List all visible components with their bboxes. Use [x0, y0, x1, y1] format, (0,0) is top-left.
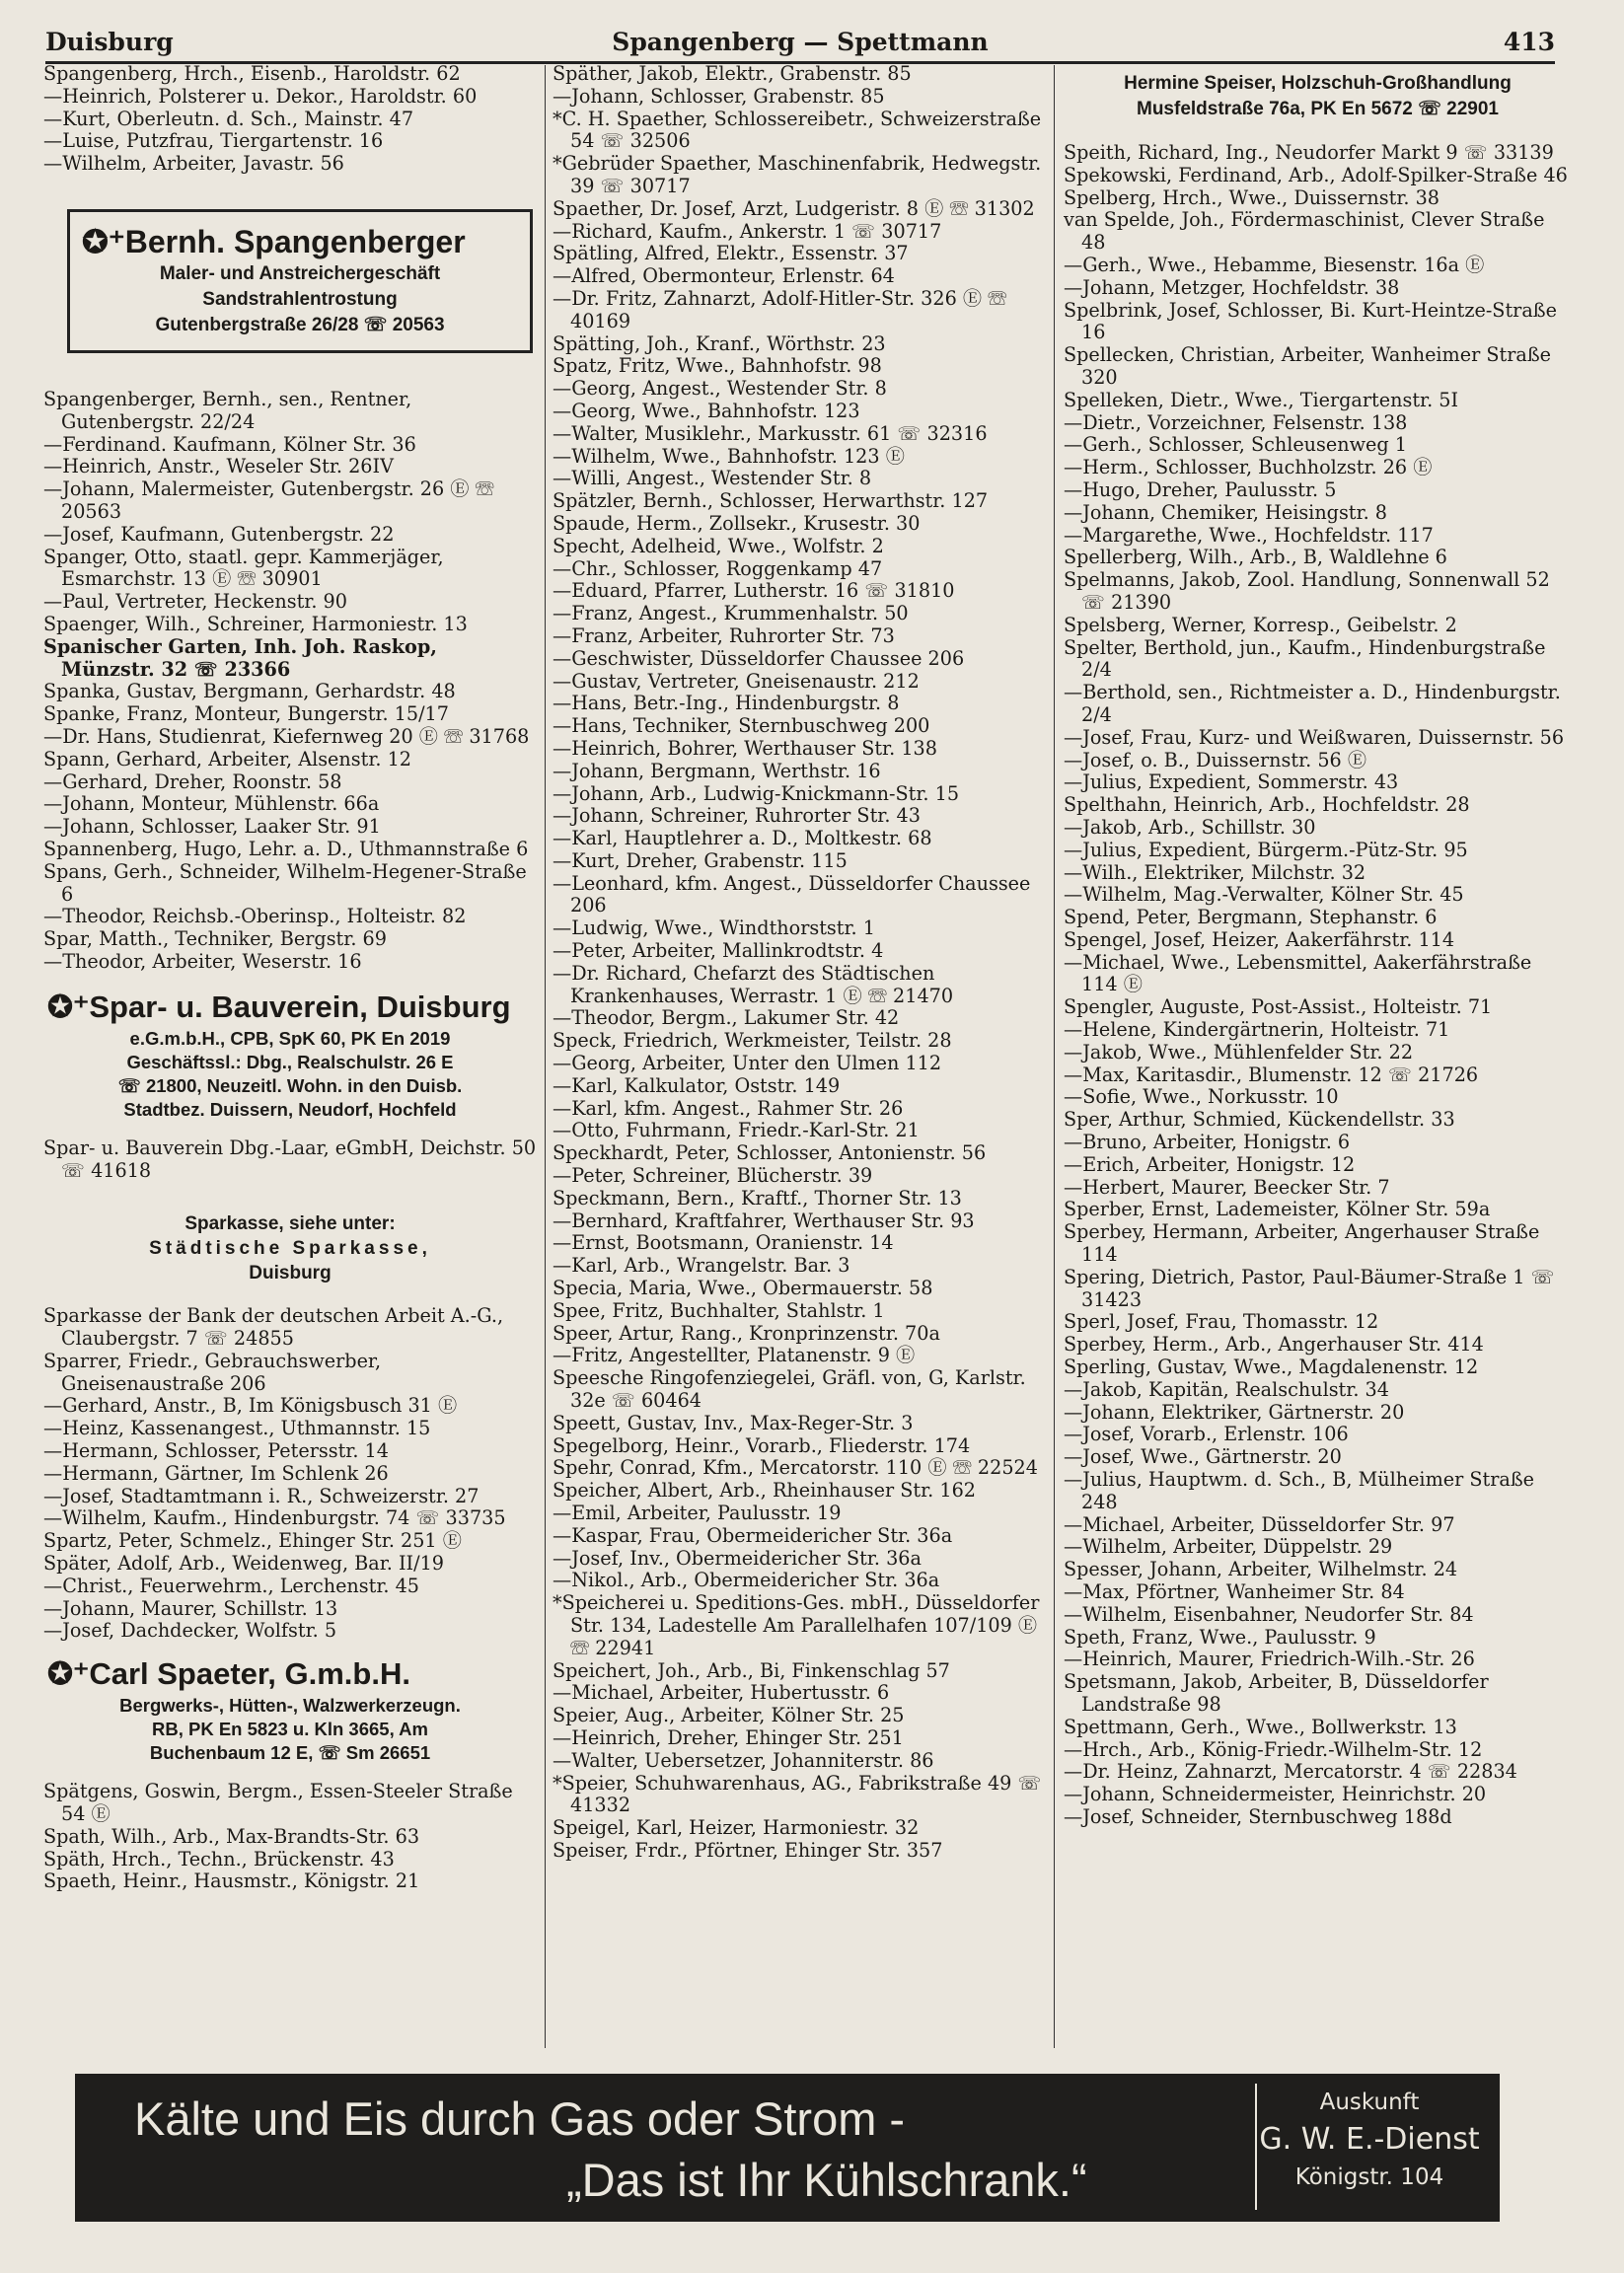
- directory-entry: —Hermann, Gärtner, Im Schlenk 26: [43, 1461, 389, 1485]
- directory-entry: Spesser, Johann, Arbeiter, Wilhelmstr. 24: [1064, 1558, 1458, 1581]
- header-city: Duisburg: [45, 28, 174, 56]
- directory-entry: —Jakob, Arb., Schillstr. 30: [1064, 815, 1316, 839]
- directory-entry: —Willi, Angest., Westender Str. 8: [553, 467, 872, 490]
- directory-entry: Speck, Friedrich, Werkmeister, Teilstr. 28: [553, 1029, 952, 1053]
- directory-entry: —Bruno, Arbeiter, Honigstr. 6: [1064, 1131, 1351, 1154]
- directory-entry: —Herm., Schlosser, Buchholzstr. 26 Ⓔ: [1064, 456, 1433, 479]
- directory-entry: *C. H. Spaether, Schlossereibetr., Schweizerstraße 54 ☏ 32506: [553, 107, 1042, 153]
- directory-entry: Sparkasse der Bank der deutschen Arbeit A.-G., Claubergstr. 7 ☏ 24855: [43, 1304, 504, 1351]
- directory-entry: Spartz, Peter, Schmelz., Ehinger Str. 251 Ⓔ: [43, 1529, 462, 1553]
- directory-entry: Spengler, Auguste, Post-Assist., Holteistr. 71: [1064, 995, 1493, 1019]
- directory-entry: Spanke, Franz, Monteur, Bungerstr. 15/17: [43, 702, 449, 726]
- directory-entry: Spangenberger, Bernh., sen., Rentner, Gutenbergstr. 22/24: [43, 387, 412, 433]
- directory-entry: —Karl, kfm. Angest., Rahmer Str. 26: [553, 1096, 904, 1120]
- ad-line: ☏ 21800, Neuzeitl. Wohn. in den Duisb.: [117, 1074, 463, 1096]
- advertisement-banner: [75, 2074, 1500, 2222]
- directory-entry: Sperl, Josef, Frau, Thomasstr. 12: [1064, 1310, 1379, 1334]
- directory-entry: Spend, Peter, Bergmann, Stephanstr. 6: [1064, 906, 1438, 929]
- directory-entry: Spangenberg, Hrch., Eisenb., Haroldstr. 62: [43, 63, 461, 85]
- directory-entry: —Josef, Dachdecker, Wolfstr. 5: [43, 1619, 337, 1643]
- directory-entry: —Franz, Angest., Krummenhalstr. 50: [553, 602, 909, 625]
- directory-entry: Sperber, Ernst, Lademeister, Kölner Str. 59a: [1064, 1198, 1491, 1221]
- directory-entry: Sperbey, Hermann, Arbeiter, Angerhauser Straße 114: [1064, 1220, 1540, 1267]
- directory-entry: Specht, Adelheid, Wwe., Wolfstr. 2: [553, 534, 884, 557]
- directory-entry: —Karl, Kalkulator, Oststr. 149: [553, 1073, 841, 1097]
- directory-entry: Speier, Aug., Arbeiter, Kölner Str. 25: [553, 1704, 905, 1727]
- ad-line: Musfeldstraße 76a, PK En 5672 ☏ 22901: [1137, 99, 1499, 119]
- directory-entry: —Johann, Arb., Ludwig-Knickmann-Str. 15: [553, 781, 960, 805]
- directory-entry: Spelleken, Dietr., Wwe., Tiergartenstr. 5I: [1064, 388, 1459, 411]
- directory-entry: Spehr, Conrad, Kfm., Mercatorstr. 110 Ⓔ ☏ 22524: [553, 1456, 1038, 1480]
- page-number: 413: [1503, 28, 1555, 56]
- directory-entry: —Heinrich, Polsterer u. Dekor., Haroldstr. 60: [43, 84, 478, 108]
- directory-entry: Spetsmann, Jakob, Arbeiter, B, Düsseldorfer Landstraße 98: [1064, 1670, 1489, 1716]
- directory-entry: —Josef, o. B., Duissernstr. 56 Ⓔ: [1064, 748, 1367, 771]
- directory-entry: —Johann, Monteur, Mühlenstr. 66a: [43, 792, 380, 816]
- directory-entry: —Theodor, Arbeiter, Weserstr. 16: [43, 949, 362, 973]
- directory-entry: Sperbey, Herm., Arb., Angerhauser Str. 414: [1064, 1333, 1484, 1356]
- directory-entry: —Dr. Hans, Studienrat, Kiefernweg 20 Ⓔ ☏ 31768: [43, 724, 530, 748]
- directory-entry: Sperling, Gustav, Wwe., Magdalenenstr. 12: [1064, 1356, 1479, 1379]
- directory-entry: Spar- u. Bauverein Dbg.-Laar, eGmbH, Deichstr. 50 ☏ 41618: [43, 1136, 537, 1182]
- directory-entry: —Georg, Angest., Westender Str. 8: [553, 377, 887, 401]
- directory-entry: —Bernhard, Kraftfahrer, Werthauser Str. 93: [553, 1209, 975, 1232]
- ad-line: Gutenbergstraße 26/28 ☏ 20563: [155, 314, 445, 335]
- directory-entry: Späther, Jakob, Elektr., Grabenstr. 85: [553, 63, 912, 85]
- directory-entry: Spätzler, Bernh., Schlosser, Herwarthstr. 127: [553, 489, 989, 513]
- directory-entry: —Josef, Schneider, Sternbuschweg 188d: [1064, 1804, 1452, 1828]
- directory-entry: —Fritz, Angestellter, Platanenstr. 9 Ⓔ: [553, 1344, 916, 1367]
- directory-entry: Spaeth, Heinr., Hausmstr., Königstr. 21: [43, 1870, 420, 1893]
- directory-entry: Spaenger, Wilh., Schreiner, Harmoniestr. 13: [43, 612, 468, 635]
- directory-entry: —Geschwister, Düsseldorfer Chaussee 206: [553, 646, 965, 670]
- directory-entry: —Heinrich, Maurer, Friedrich-Wilh.-Str. 26: [1064, 1648, 1475, 1671]
- directory-entry: —Christ., Feuerwehrm., Lerchenstr. 45: [43, 1574, 420, 1597]
- directory-entry: Spelmanns, Jakob, Zool. Handlung, Sonnenwall 52 ☏ 21390: [1064, 568, 1550, 614]
- directory-entry: Speiser, Frdr., Pförtner, Ehinger Str. 357: [553, 1838, 943, 1862]
- directory-entry: —Heinz, Kassenangest., Uthmannstr. 15: [43, 1417, 431, 1440]
- directory-entry: —Wilh., Elektriker, Milchstr. 32: [1064, 860, 1366, 884]
- directory-entry: —Johann, Schlosser, Grabenstr. 85: [553, 84, 885, 108]
- ad-line: Hermine Speiser, Holzschuh-Großhandlung: [1124, 73, 1512, 94]
- directory-entry: —Gerhard, Dreher, Roonstr. 58: [43, 770, 342, 793]
- directory-entry: —Ferdinand. Kaufmann, Kölner Str. 36: [43, 432, 416, 456]
- directory-entry: —Theodor, Bergm., Lakumer Str. 42: [553, 1006, 900, 1030]
- directory-entry: —Theodor, Reichsb.-Oberinsp., Holteistr. 82: [43, 905, 467, 928]
- directory-entry: Spann, Gerhard, Arbeiter, Alsenstr. 12: [43, 747, 412, 770]
- ad-line: ✪⁺Bernh. Spangenberger: [82, 223, 466, 259]
- cross-reference-notice: [43, 1211, 537, 1285]
- directory-entry: —Hans, Betr.-Ing., Hindenburgstr. 8: [553, 692, 900, 715]
- directory-entry: —Kurt, Oberleutn. d. Sch., Mainstr. 47: [43, 107, 414, 130]
- banner-info-address: Königstr. 104: [1294, 2164, 1444, 2190]
- banner-slogan-line2: „Das ist Ihr Kühlschrank.“: [566, 2154, 1087, 2206]
- ad-line: Sparkasse, siehe unter:: [185, 1213, 396, 1235]
- directory-entry: —Eduard, Pfarrer, Lutherstr. 16 ☏ 31810: [553, 579, 955, 603]
- ad-line: ✪⁺Spar- u. Bauverein, Duisburg: [47, 989, 511, 1024]
- directory-entry: —Julius, Expedient, Bürgerm.-Pütz-Str. 95: [1064, 838, 1468, 861]
- ad-line: Sandstrahlentrostung: [202, 288, 398, 310]
- directory-entry: —Johann, Maurer, Schillstr. 13: [43, 1596, 338, 1620]
- directory-entry: Speicher, Albert, Arb., Rheinhauser Str. 162: [553, 1479, 976, 1503]
- directory-entry: —Kurt, Dreher, Grabenstr. 115: [553, 848, 848, 872]
- ad-line: Bergwerks-, Hütten-, Walzwerkerzeugn.: [119, 1695, 461, 1717]
- directory-entry: Speth, Franz, Wwe., Paulusstr. 9: [1064, 1625, 1376, 1649]
- directory-entry: Speer, Artur, Rang., Kronprinzenstr. 70a: [553, 1321, 940, 1345]
- directory-entry: —Hugo, Dreher, Paulusstr. 5: [1064, 477, 1337, 501]
- directory-entry: —Georg, Arbeiter, Unter den Ulmen 112: [553, 1052, 942, 1075]
- directory-entry: —Kaspar, Frau, Obermeidericher Str. 36a: [553, 1523, 953, 1547]
- directory-entry: Spanger, Otto, staatl. gepr. Kammerjäger, Esmarchstr. 13 Ⓔ ☏ 30901: [43, 545, 444, 591]
- directory-entry: —Wilhelm, Arbeiter, Düppelstr. 29: [1064, 1535, 1393, 1559]
- boxed-advertisement: [67, 209, 533, 353]
- directory-entry: Speckmann, Bern., Kraftf., Thorner Str. 13: [553, 1186, 962, 1210]
- directory-entry: Spaude, Herm., Zollsekr., Krusestr. 30: [553, 511, 921, 535]
- directory-entry: —Dr. Fritz, Zahnarzt, Adolf-Hitler-Str. 326 Ⓔ ☏ 40169: [553, 286, 1007, 332]
- directory-entry: —Max, Pförtner, Wanheimer Str. 84: [1064, 1580, 1405, 1603]
- directory-entry: Speesche Ringofenziegelei, Gräfl. von, G, Karlstr. 32e ☏ 60464: [553, 1366, 1026, 1413]
- directory-entry: —Johann, Chemiker, Heisingstr. 8: [1064, 500, 1387, 524]
- directory-entry: —Herbert, Maurer, Beecker Str. 7: [1064, 1175, 1390, 1199]
- directory-entry: —Peter, Schreiner, Blücherstr. 39: [553, 1164, 873, 1188]
- advertisement: [1064, 71, 1572, 122]
- directory-entry: —Josef, Kaufmann, Gutenbergstr. 22: [43, 522, 395, 546]
- directory-entry: —Johann, Schlosser, Laaker Str. 91: [43, 815, 381, 839]
- directory-entry: —Karl, Hauptlehrer a. D., Moltkestr. 68: [553, 827, 932, 850]
- directory-entry: —Wilhelm, Mag.-Verwalter, Kölner Str. 45: [1064, 883, 1464, 907]
- directory-entry: Spee, Fritz, Buchhalter, Stahlstr. 1: [553, 1298, 885, 1322]
- directory-entry: —Johann, Elektriker, Gärtnerstr. 20: [1064, 1400, 1405, 1424]
- directory-entry: —Chr., Schlosser, Roggenkamp 47: [553, 556, 883, 580]
- directory-entry: —Franz, Arbeiter, Ruhrorter Str. 73: [553, 623, 895, 647]
- directory-entry: —Josef, Vorarb., Erlenstr. 106: [1064, 1423, 1349, 1446]
- banner-slogan-line1: Kälte und Eis durch Gas oder Strom -: [134, 2092, 906, 2145]
- banner-info-name: G. W. E.-Dienst: [1259, 2122, 1480, 2157]
- directory-entry: Später, Adolf, Arb., Weidenweg, Bar. II/19: [43, 1552, 444, 1576]
- directory-entry: Spätting, Joh., Kranf., Wörthstr. 23: [553, 331, 886, 355]
- directory-entry: —Erich, Arbeiter, Honigstr. 12: [1064, 1152, 1356, 1176]
- directory-entry: Spath, Wilh., Arb., Max-Brandts-Str. 63: [43, 1824, 420, 1848]
- directory-entry: —Josef, Inv., Obermeidericher Str. 36a: [553, 1546, 922, 1570]
- directory-entry: Spettmann, Gerh., Wwe., Bollwerkstr. 13: [1064, 1715, 1457, 1738]
- directory-entry: —Walter, Uebersetzer, Johanniterstr. 86: [553, 1748, 934, 1772]
- directory-entry: Spatz, Fritz, Wwe., Bahnhofstr. 98: [553, 354, 882, 378]
- directory-entry: Speckhardt, Peter, Schlosser, Antonienstr. 56: [553, 1141, 987, 1165]
- directory-entry: —Wilhelm, Eisenbahner, Neudorfer Str. 84: [1064, 1602, 1474, 1626]
- directory-entry: Speigel, Karl, Heizer, Harmoniestr. 32: [553, 1816, 920, 1840]
- directory-entry: —Jakob, Wwe., Mühlenfelder Str. 22: [1064, 1040, 1414, 1063]
- directory-entry: —Otto, Fuhrmann, Friedr.-Karl-Str. 21: [553, 1119, 920, 1142]
- directory-entry: Spekowski, Ferdinand, Arb., Adolf-Spilker-Straße 46: [1064, 163, 1568, 186]
- directory-entry: Spans, Gerh., Schneider, Wilhelm-Hegener-Straße 6: [43, 859, 527, 906]
- directory-entry: —Gerh., Schlosser, Schleusenweg 1: [1064, 433, 1407, 457]
- directory-entry: —Alfred, Obermonteur, Erlenstr. 64: [553, 264, 895, 288]
- page-header: [45, 24, 1555, 64]
- directory-entry: —Josef, Frau, Kurz- und Weißwaren, Duissernstr. 56: [1064, 725, 1565, 749]
- directory-entry: —Johann, Bergmann, Werthstr. 16: [553, 759, 881, 782]
- directory-entry: Spering, Dietrich, Pastor, Paul-Bäumer-Straße 1 ☏ 31423: [1064, 1265, 1555, 1311]
- ad-line: RB, PK En 5823 u. Kln 3665, Am: [152, 1719, 428, 1740]
- directory-entry: —Hermann, Schlosser, Petersstr. 14: [43, 1439, 389, 1463]
- directory-entry: —Johann, Metzger, Hochfeldstr. 38: [1064, 275, 1400, 299]
- directory-entry: —Ernst, Bootsmann, Oranienstr. 14: [553, 1231, 894, 1255]
- directory-entry: —Wilhelm, Wwe., Bahnhofstr. 123 Ⓔ: [553, 444, 905, 468]
- column-divider: [1054, 65, 1055, 2048]
- directory-entry: Spellecken, Christian, Arbeiter, Wanheimer Straße 320: [1064, 343, 1552, 389]
- directory-entry: —Johann, Schneidermeister, Heinrichstr. 20: [1064, 1783, 1487, 1806]
- column-divider: [545, 65, 546, 2048]
- column-1: [43, 63, 537, 2056]
- directory-entry: Spelberg, Hrch., Wwe., Duissernstr. 38: [1064, 185, 1440, 209]
- directory-entry: —Gustav, Vertreter, Gneisenaustr. 212: [553, 669, 920, 693]
- directory-entry: —Emil, Arbeiter, Paulusstr. 19: [553, 1502, 842, 1524]
- directory-entry: —Michael, Wwe., Lebensmittel, Aakerfährstraße 114 Ⓔ: [1064, 950, 1532, 996]
- directory-entry: —Wilhelm, Arbeiter, Javastr. 56: [43, 152, 344, 176]
- directory-entry: —Paul, Vertreter, Heckenstr. 90: [43, 590, 347, 614]
- directory-entry: Spaether, Dr. Josef, Arzt, Ludgeristr. 8 Ⓔ ☏ 31302: [553, 196, 1035, 220]
- directory-entry: —Michael, Arbeiter, Hubertusstr. 6: [553, 1681, 890, 1705]
- directory-entry: *Speier, Schuhwarenhaus, AG., Fabrikstraße 49 ☏ 41332: [553, 1771, 1042, 1817]
- directory-entry: —Heinrich, Anstr., Weseler Str. 26IV: [43, 455, 394, 478]
- directory-entry: Spengel, Josef, Heizer, Aakerfährstr. 114: [1064, 927, 1455, 951]
- banner-info-title: Auskunft: [1319, 2090, 1420, 2115]
- directory-entry: Spelbrink, Josef, Schlosser, Bi. Kurt-Heintze-Straße 16: [1064, 298, 1557, 344]
- ad-line: Duisburg: [249, 1263, 332, 1284]
- directory-entry: Spellerberg, Wilh., Arb., B, Waldlehne 6: [1064, 546, 1447, 569]
- directory-entry: Spegelborg, Heinr., Vorarb., Fliederstr. 174: [553, 1433, 971, 1457]
- directory-entry: —Helene, Kindergärtnerin, Holteistr. 71: [1064, 1018, 1450, 1042]
- directory-entry: —Karl, Arb., Wrangelstr. Bar. 3: [553, 1254, 850, 1278]
- directory-entry: —Max, Karitasdir., Blumenstr. 12 ☏ 21726: [1064, 1063, 1479, 1086]
- directory-entry: —Josef, Wwe., Gärtnerstr. 20: [1064, 1445, 1342, 1469]
- directory-entry: Spanischer Garten, Inh. Joh. Raskop, Münzstr. 32 ☏ 23366: [43, 634, 437, 681]
- column-3: [1064, 63, 1572, 2056]
- directory-entry: Späth, Hrch., Techn., Brückenstr. 43: [43, 1847, 395, 1870]
- directory-entry: Sparrer, Friedr., Gebrauchswerber, Gneisenaustraße 206: [43, 1349, 382, 1395]
- directory-entry: —Jakob, Kapitän, Realschulstr. 34: [1064, 1377, 1389, 1401]
- directory-entry: —Luise, Putzfrau, Tiergartenstr. 16: [43, 129, 384, 153]
- header-range: Spangenberg — Spettmann: [612, 28, 989, 56]
- ad-line: e.G.m.b.H., CPB, SpK 60, PK En 2019: [129, 1027, 451, 1049]
- directory-entry: —Dietr., Vorzeichner, Felsenstr. 138: [1064, 410, 1408, 434]
- directory-entry: Specia, Maria, Wwe., Obermauerstr. 58: [553, 1277, 933, 1300]
- directory-entry: —Leonhard, kfm. Angest., Düsseldorfer Chaussee 206: [553, 871, 1031, 917]
- ad-line: ✪⁺Carl Spaeter, G.m.b.H.: [47, 1656, 410, 1692]
- directory-entry: —Berthold, sen., Richtmeister a. D., Hindenburgstr. 2/4: [1064, 681, 1561, 726]
- banner-info-box: [1255, 2084, 1482, 2210]
- ad-line: Stadtbez. Duissern, Neudorf, Hochfeld: [123, 1098, 457, 1120]
- directory-entry: —Johann, Schreiner, Ruhrorter Str. 43: [553, 804, 921, 828]
- directory-entry: Sper, Arthur, Schmied, Kückendellstr. 33: [1064, 1108, 1455, 1132]
- directory-entry: Speett, Gustav, Inv., Max-Reger-Str. 3: [553, 1411, 914, 1434]
- directory-entry: *Gebrüder Spaether, Maschinenfabrik, Hedwegstr. 39 ☏ 30717: [553, 152, 1042, 197]
- directory-entry: van Spelde, Joh., Fördermaschinist, Clever Straße 48: [1064, 208, 1545, 255]
- directory-entry: —Hrch., Arb., König-Friedr.-Wilhelm-Str. 12: [1064, 1737, 1483, 1761]
- advertisement: [43, 988, 537, 1122]
- directory-entry: —Julius, Expedient, Sommerstr. 43: [1064, 770, 1399, 794]
- directory-entry: Spannenberg, Hugo, Lehr. a. D., Uthmannstraße 6: [43, 837, 529, 860]
- directory-entry: —Dr. Heinz, Zahnarzt, Mercatorstr. 4 ☏ 22834: [1064, 1760, 1517, 1784]
- directory-entry: Spar, Matth., Techniker, Bergstr. 69: [43, 927, 387, 951]
- directory-entry: —Margarethe, Wwe., Hochfeldstr. 117: [1064, 523, 1434, 547]
- directory-entry: —Wilhelm, Kaufm., Hindenburgstr. 74 ☏ 33735: [43, 1506, 506, 1530]
- directory-entry: Spanka, Gustav, Bergmann, Gerhardstr. 48: [43, 680, 456, 703]
- directory-entry: —Georg, Wwe., Bahnhofstr. 123: [553, 399, 860, 422]
- directory-entry: —Nikol., Arb., Obermeidericher Str. 36a: [553, 1569, 940, 1592]
- directory-entry: —Heinrich, Bohrer, Werthauser Str. 138: [553, 736, 937, 760]
- column-2: [553, 63, 1046, 2056]
- directory-entry: —Heinrich, Dreher, Ehinger Str. 251: [553, 1725, 904, 1749]
- directory-entry: —Julius, Hauptwm. d. Sch., B, Mülheimer Straße 248: [1064, 1468, 1535, 1513]
- directory-entry: —Gerhard, Anstr., B, Im Königsbusch 31 Ⓔ: [43, 1394, 458, 1418]
- directory-entry: —Peter, Arbeiter, Mallinkrodtstr. 4: [553, 939, 884, 963]
- directory-entry: Spelsberg, Werner, Korresp., Geibelstr. 2: [1064, 613, 1457, 636]
- ad-line: Maler- und Anstreichergeschäft: [159, 262, 441, 284]
- advertisement: [43, 1654, 537, 1765]
- directory-entry: Spelthahn, Heinrich, Arb., Hochfeldstr. 28: [1064, 793, 1470, 817]
- ad-line: Buchenbaum 12 E, ☏ Sm 26651: [149, 1742, 431, 1764]
- directory-entry: —Ludwig, Wwe., Windthorststr. 1: [553, 917, 875, 940]
- directory-entry: —Gerh., Wwe., Hebamme, Biesenstr. 16a Ⓔ: [1064, 253, 1485, 276]
- directory-entry: —Richard, Kaufm., Ankerstr. 1 ☏ 30717: [553, 219, 942, 243]
- ad-line: Geschäftssl.: Dbg., Realschulstr. 26 E: [126, 1051, 454, 1072]
- directory-entry: —Sofie, Wwe., Norkusstr. 10: [1064, 1085, 1339, 1109]
- directory-entry: —Dr. Richard, Chefarzt des Städtischen Krankenhauses, Werrastr. 1 Ⓔ ☏ 21470: [553, 961, 954, 1007]
- directory-entry: —Walter, Musiklehr., Markusstr. 61 ☏ 32316: [553, 421, 988, 445]
- directory-entry: —Hans, Techniker, Sternbuschweg 200: [553, 714, 930, 738]
- directory-entry: —Josef, Stadtamtmann i. R., Schweizerstr. 27: [43, 1484, 480, 1507]
- directory-entry: Spelter, Berthold, jun., Kaufm., Hindenburgstraße 2/4: [1064, 635, 1546, 682]
- directory-entry: Speith, Richard, Ing., Neudorfer Markt 9 ☏ 33139: [1064, 141, 1554, 164]
- directory-entry: Spätgens, Goswin, Bergm., Essen-Steeler Straße 54 Ⓔ: [43, 1780, 513, 1826]
- directory-entry: *Speicherei u. Speditions-Ges. mbH., Düsseldorfer Str. 134, Ladestelle Am Parallelhafen 107/109 Ⓔ ☏ 22941: [553, 1591, 1040, 1659]
- directory-entry: Speichert, Joh., Arb., Bi, Finkenschlag 57: [553, 1658, 950, 1682]
- ad-line: Städtische Sparkasse,: [149, 1238, 431, 1260]
- directory-entry: —Michael, Arbeiter, Düsseldorfer Str. 97: [1064, 1512, 1455, 1536]
- directory-entry: —Johann, Malermeister, Gutenbergstr. 26 Ⓔ ☏ 20563: [43, 477, 494, 523]
- directory-entry: Spätling, Alfred, Elektr., Essenstr. 37: [553, 242, 909, 265]
